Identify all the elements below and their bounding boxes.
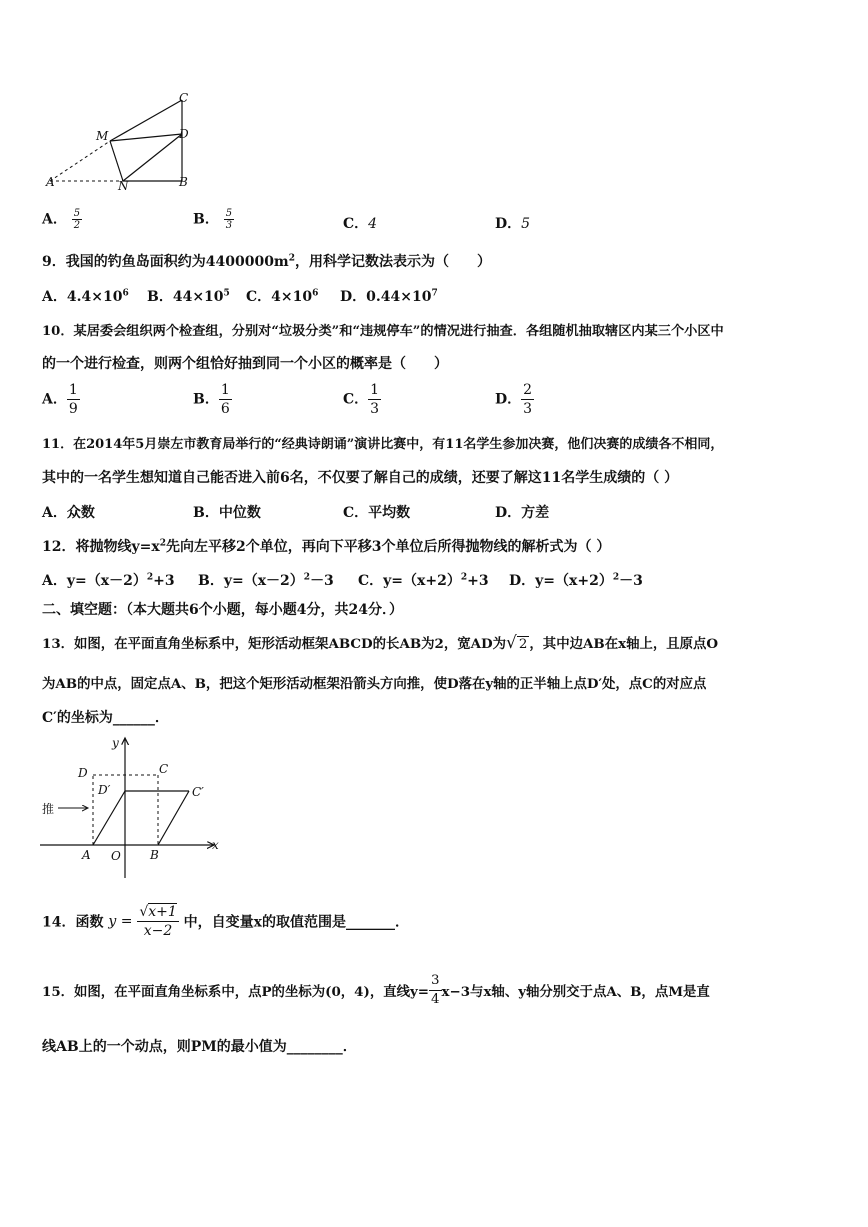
- q9-stem-sup: 2: [288, 253, 296, 264]
- q12-option-a: [42, 570, 175, 590]
- fig2-label-push: 推: [42, 802, 55, 816]
- q9-b-exp: 5: [223, 288, 230, 299]
- q9-option-c: [246, 286, 318, 306]
- q9-option-d: [340, 286, 438, 306]
- fig2-label-a: A: [82, 848, 91, 862]
- q15-line1-tail: x−3与x轴、y轴分别交于点A、B，点M是直: [441, 984, 710, 1000]
- section-fill-in-heading: 二、填空题：（本大题共6个小题，每小题4分，共24分．）: [42, 602, 403, 618]
- q10-b-num: 1: [220, 382, 230, 398]
- q9-option-a: [42, 286, 129, 306]
- q13-line3: C′的坐标为______．: [42, 710, 169, 726]
- q11-option-a: A．众数: [42, 505, 95, 521]
- q11-option-c: C．平均数: [343, 505, 411, 521]
- q10-d-letter: D．: [495, 391, 522, 408]
- q10-a-letter: A．: [42, 391, 67, 408]
- q14-den: x−2: [143, 923, 173, 939]
- q12-option-c: [358, 570, 489, 590]
- q10-a-num: 1: [68, 382, 78, 398]
- q12-stem-tail: 先向左平移2个单位，再向下平移3个单位后所得抛物线的解析式为（ ）: [165, 539, 611, 555]
- q11-option-d: D．方差: [495, 505, 550, 521]
- fig2-label-d-prime: D′: [98, 783, 111, 797]
- q12-d-tail: －3: [619, 573, 643, 589]
- fig2-label-b: B: [150, 848, 159, 862]
- q13-line1-text: 13．如图，在平面直角坐标系中，矩形活动框架ABCD的长AB为2，宽AD为: [42, 636, 507, 652]
- q10-a-fraction: [67, 381, 80, 418]
- q14-num: x+1: [148, 904, 177, 920]
- q10-line1: 10．某居委会组织两个检查组，分别对“垃圾分类”和“违规停车”的情况进行抽查．各组随机抽取辖区内某三个小区中: [42, 324, 724, 339]
- q8-option-d-value: 5: [521, 216, 531, 232]
- q8-option-a: [42, 208, 82, 231]
- fig2-label-o: O: [111, 849, 121, 863]
- q11-line1: 11．在2014年5月崇左市教育局举行的“经典诗朗诵”演讲比赛中，有11名学生参加决赛，他们决赛的成绩各不相同，: [42, 437, 724, 452]
- q12-stem-sup: 2: [159, 538, 166, 549]
- q8-option-d: [495, 213, 530, 233]
- q10-c-letter: C．: [343, 391, 369, 408]
- q15-line1: [42, 972, 710, 1009]
- q14-fraction: [137, 903, 178, 940]
- q8-option-c: [343, 213, 377, 233]
- q9-a-letter: A．: [42, 289, 67, 305]
- q10-option-d: [495, 381, 534, 418]
- fig1-label-m: M: [96, 129, 109, 143]
- q10-d-fraction: [521, 381, 534, 418]
- q14-func-y: y =: [108, 913, 133, 930]
- fig2-label-c-prime: C′: [192, 785, 204, 799]
- q14-tail: 中，自变量x的取值范围是_______．: [183, 914, 410, 931]
- q10-option-b: [193, 381, 232, 418]
- q10-c-fraction: [368, 381, 381, 418]
- q10-c-den: 3: [370, 401, 380, 417]
- q8-option-b: [193, 208, 234, 231]
- q10-a-den: 9: [68, 401, 78, 417]
- q13-line1: [42, 633, 718, 653]
- q9-a-base: 4.4×10: [66, 289, 123, 305]
- q9-c-exp: 6: [312, 288, 319, 299]
- q9-stem-text: 9．我国的钓鱼岛面积约为4400000m: [42, 254, 289, 270]
- q10-d-num: 2: [523, 382, 533, 398]
- q8-option-b-fraction: [224, 208, 234, 231]
- q14: [42, 903, 409, 940]
- q12-c-tail: +3: [467, 573, 489, 589]
- q9-stem-tail: ，用科学记数法表示为（ ）: [295, 254, 492, 270]
- q9-d-exp: 7: [431, 288, 438, 299]
- q12-b-text: B．y=（x－2）: [198, 573, 304, 589]
- q8-option-a-letter: A．: [42, 211, 67, 228]
- q12-stem-text: 12．将抛物线y=x: [42, 539, 160, 555]
- q12-c-sup: 2: [460, 572, 468, 583]
- fig1-label-c: C: [179, 91, 189, 105]
- fig1-label-d: D: [179, 127, 189, 141]
- q8-a-num: 5: [73, 208, 81, 219]
- q9-c-base: 4×10: [271, 289, 313, 305]
- q8-option-d-letter: D．: [495, 216, 522, 232]
- q8-option-a-fraction: [72, 208, 82, 231]
- q13-sqrt: √ 2: [506, 633, 528, 653]
- q14-numerator-wrap: √x+1: [139, 904, 177, 920]
- figure-triangle-geometry: [38, 90, 208, 195]
- q8-option-c-letter: C．: [343, 216, 369, 232]
- fig2-label-d: D: [78, 766, 88, 780]
- q12-a-sup: 2: [146, 572, 154, 583]
- fig1-label-a: A: [46, 175, 55, 189]
- q12-b-tail: －3: [310, 573, 334, 589]
- q10-d-den: 3: [523, 401, 533, 417]
- q15-line2: 线AB上的一个动点，则PM的最小值为________．: [42, 1039, 357, 1055]
- fig1-label-b: B: [179, 175, 188, 189]
- fig2-label-c: C: [159, 762, 169, 776]
- q12-b-sup: 2: [303, 572, 311, 583]
- q10-line2: 的一个进行检查，则两个组恰好抽到同一个小区的概率是（ ）: [42, 356, 448, 372]
- q10-option-a: [42, 381, 80, 418]
- q8-b-den: 3: [225, 220, 233, 231]
- q12-a-tail: +3: [153, 573, 175, 589]
- q10-b-den: 6: [220, 401, 230, 417]
- fig2-label-y: y: [112, 736, 119, 750]
- q8-option-b-letter: B．: [193, 211, 219, 228]
- q9-d-base: 0.44×10: [366, 289, 432, 305]
- q9-option-b: [147, 286, 230, 306]
- q15-num: 3: [429, 972, 442, 991]
- q15-den: 4: [431, 992, 440, 1007]
- q9-b-base: 44×10: [172, 289, 224, 305]
- q13-line1-tail: ，其中边AB在x轴上，且原点O: [529, 636, 719, 652]
- q12-c-text: C．y=（x+2）: [358, 573, 461, 589]
- q11-option-b: B．中位数: [193, 505, 261, 521]
- figure-coordinate-rectangle: [36, 732, 226, 882]
- q8-option-c-value: 4: [368, 216, 378, 232]
- q12-stem: [42, 536, 610, 556]
- q13-line2: 为AB的中点，固定点A、B，把这个矩形活动框架沿箭头方向推，使D落在y轴的正半轴上点D′处，点C的对应点: [42, 676, 707, 692]
- q12-d-text: D．y=（x+2）: [509, 573, 613, 589]
- q10-b-fraction: [219, 381, 232, 418]
- q12-option-d: [509, 570, 643, 590]
- q15-line1-text: 15．如图，在平面直角坐标系中，点P的坐标为(0，4)，直线y=: [42, 984, 429, 1000]
- fig1-label-n: N: [118, 179, 129, 193]
- q15-fraction: [429, 972, 442, 1009]
- q14-text: 14．函数: [42, 914, 104, 931]
- q13-sqrt-value: 2: [518, 637, 528, 652]
- q9-d-letter: D．: [340, 289, 367, 305]
- q8-b-num: 5: [225, 208, 233, 219]
- q9-a-exp: 6: [122, 288, 129, 299]
- q9-stem: [42, 251, 491, 271]
- fig2-label-x: x: [212, 838, 219, 852]
- q10-c-num: 1: [370, 382, 380, 398]
- q12-option-b: [198, 570, 334, 590]
- q9-c-letter: C．: [246, 289, 272, 305]
- q12-a-text: A．y=（x－2）: [42, 573, 147, 589]
- q11-line2: 其中的一名学生想知道自己能否进入前6名，不仅要了解自己的成绩，还要了解这11名学生成绩的（ ）: [42, 470, 679, 486]
- q8-a-den: 2: [73, 220, 81, 231]
- q10-b-letter: B．: [193, 391, 219, 408]
- q12-d-sup: 2: [612, 572, 620, 583]
- q9-b-letter: B．: [147, 289, 173, 305]
- q10-option-c: [343, 381, 381, 418]
